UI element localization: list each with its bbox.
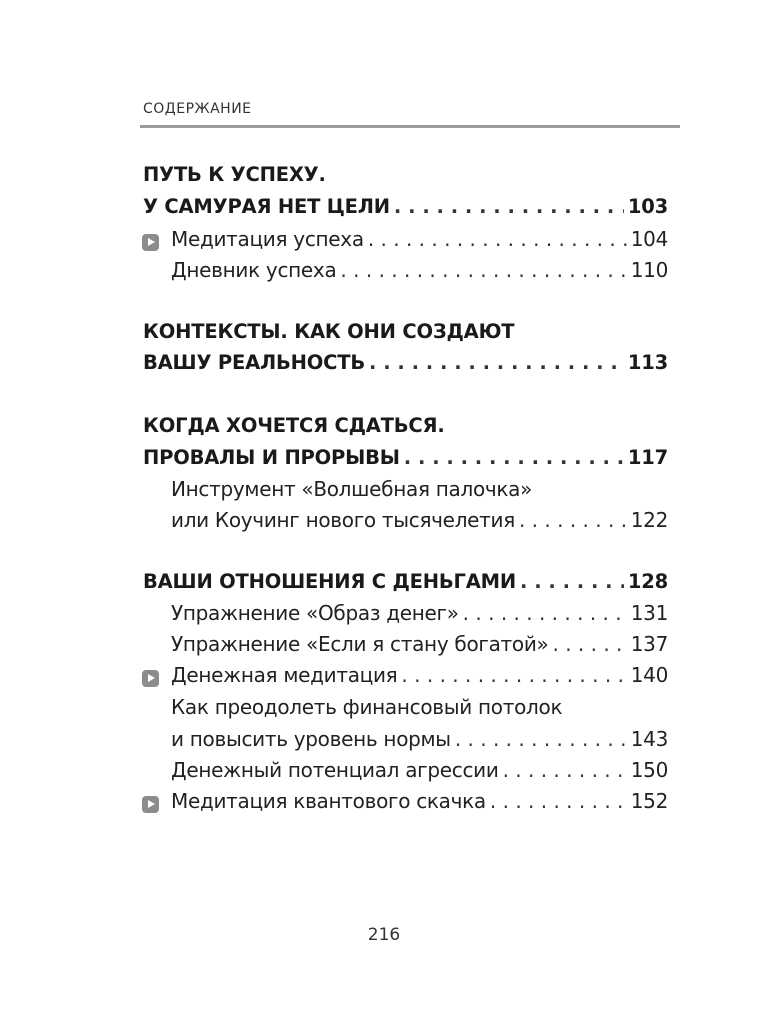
toc-entry[interactable]: Упражнение «Если я стану богатой» . . . 137 — [171, 632, 668, 656]
toc-entry[interactable]: или Коучинг нового тысячелетия . . . 122 — [171, 508, 668, 532]
play-icon — [142, 670, 159, 687]
page-number: 110 — [630, 258, 668, 282]
toc-entry-line[interactable]: Как преодолеть финансовый потолок — [171, 695, 563, 719]
page-number: 137 — [630, 632, 668, 656]
toc-entry[interactable]: Денежная медитация . . . 140 — [171, 663, 668, 687]
dot-leader — [340, 258, 626, 282]
section-title-line[interactable]: ПУТЬ К УСПЕХУ. — [143, 163, 326, 186]
page-number: 117 — [627, 446, 668, 469]
page-number: 104 — [630, 227, 668, 251]
dot-leader — [368, 227, 627, 251]
page-number: 150 — [630, 758, 668, 782]
toc-entry[interactable]: Денежный потенциал агрессии . . . 150 — [171, 758, 668, 782]
page-number: 143 — [630, 727, 668, 751]
running-head: СОДЕРЖАНИЕ — [143, 101, 252, 117]
page-folio: 216 — [367, 925, 401, 945]
dot-leader — [503, 758, 627, 782]
page-number: 122 — [630, 508, 668, 532]
dot-leader — [455, 727, 627, 751]
page-number: 103 — [627, 195, 668, 218]
toc-entry[interactable]: Медитация квантового скачка . . . 152 — [171, 789, 668, 813]
dot-leader — [520, 570, 624, 593]
dot-leader — [401, 663, 626, 687]
dot-leader — [404, 446, 624, 469]
section-title-line[interactable]: ВАШИ ОТНОШЕНИЯ С ДЕНЬГАМИ . . . 128 — [143, 570, 668, 593]
section-title-line[interactable]: У САМУРАЯ НЕТ ЦЕЛИ . . . 103 — [143, 195, 668, 218]
page-number: 113 — [627, 351, 668, 374]
dot-leader — [519, 508, 627, 532]
toc-entry[interactable]: Медитация успеха . . . 104 — [171, 227, 668, 251]
page-number: 152 — [630, 789, 668, 813]
dot-leader — [490, 789, 627, 813]
section-title-line[interactable]: ПРОВАЛЫ И ПРОРЫВЫ . . . 117 — [143, 446, 668, 469]
section-title-line[interactable]: КОНТЕКСТЫ. КАК ОНИ СОЗДАЮТ — [143, 320, 515, 343]
section-title-line[interactable]: ВАШУ РЕАЛЬНОСТЬ . . . 113 — [143, 351, 668, 374]
page-number: 140 — [630, 663, 668, 687]
toc-entry[interactable]: Дневник успеха . . . 110 — [171, 258, 668, 282]
play-icon — [142, 796, 159, 813]
dot-leader — [369, 351, 624, 374]
page-number: 128 — [627, 570, 668, 593]
page-number: 131 — [630, 601, 668, 625]
play-icon — [142, 234, 159, 251]
dot-leader — [394, 195, 624, 218]
toc-entry[interactable]: Упражнение «Образ денег» . . . 131 — [171, 601, 668, 625]
toc-entry[interactable]: и повысить уровень нормы . . . 143 — [171, 727, 668, 751]
toc-entry-line[interactable]: Инструмент «Волшебная палочка» — [171, 477, 533, 501]
dot-leader — [552, 632, 626, 656]
header-rule — [140, 125, 680, 128]
dot-leader — [463, 601, 627, 625]
section-title-line[interactable]: КОГДА ХОЧЕТСЯ СДАТЬСЯ. — [143, 414, 445, 437]
